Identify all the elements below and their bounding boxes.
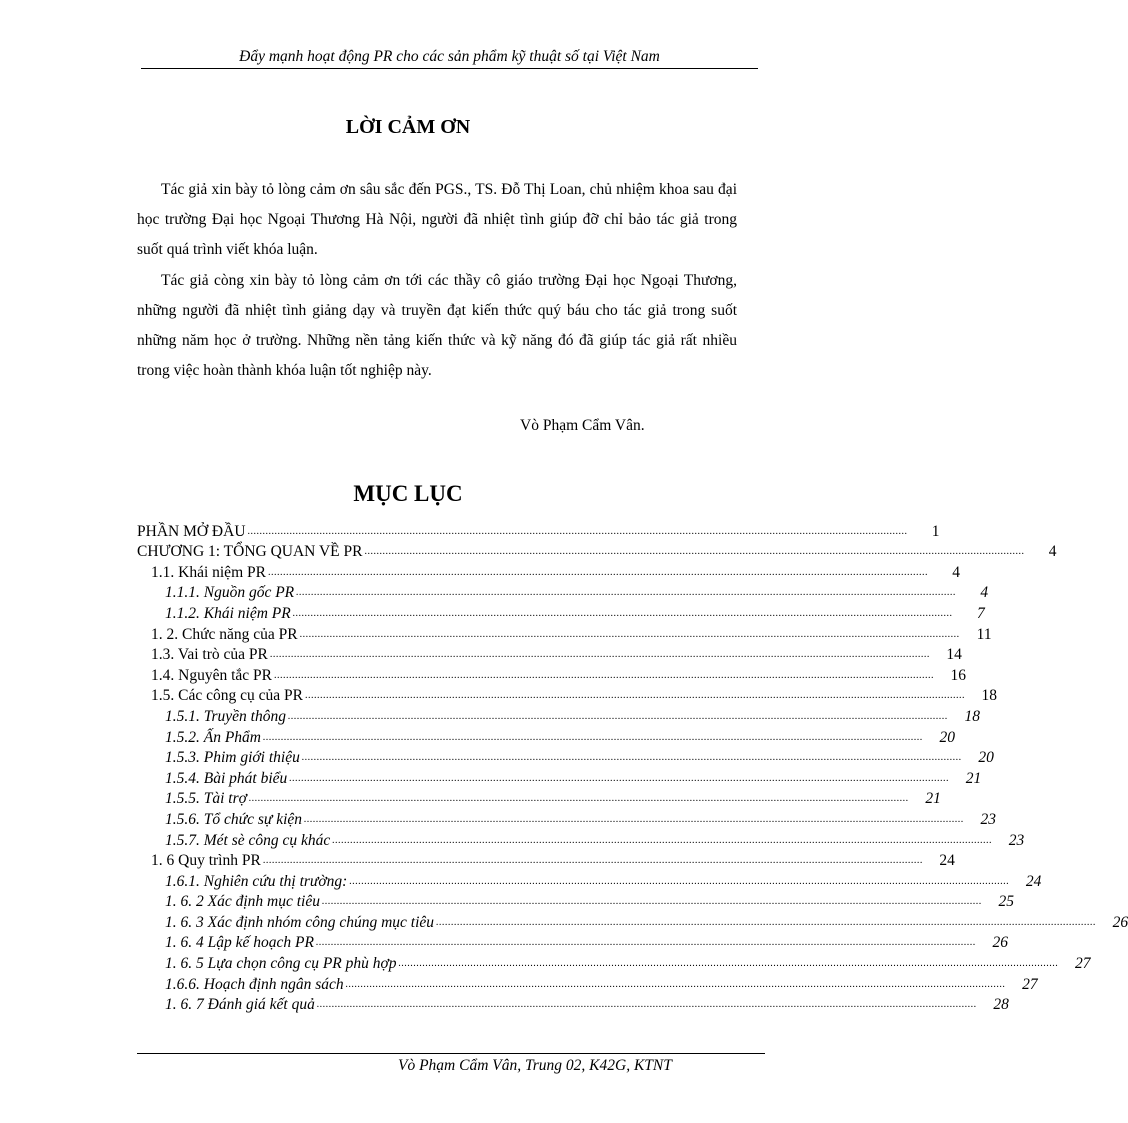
toc-leader-dots: ............................................................................................................................................................................................................................ (247, 525, 908, 537)
toc-entry-page: 20 (978, 749, 994, 767)
toc-entry-label: 1.5. Các công cụ của PR (151, 687, 303, 705)
toc-leader-dots: ............................................................................................................................................................................................................................ (301, 752, 962, 764)
table-of-contents (137, 520, 1128, 1014)
toc-entry[interactable] (137, 623, 992, 644)
toc-entry-page: 24 (939, 852, 955, 870)
toc-entry-page: 23 (980, 810, 997, 828)
toc-entry-label: 1. 6 Quy trình PR (151, 852, 261, 870)
toc-leader-dots: ............................................................................................................................................................................................................................ (267, 566, 928, 578)
toc-entry-label: 1.5.2. Ấn Phẩm (165, 728, 262, 746)
toc-entry-page: 18 (981, 687, 997, 705)
toc-leader-dots: ............................................................................................................................................................................................................................ (292, 607, 953, 619)
toc-entry-page: 27 (1075, 955, 1091, 973)
toc-entry-page: 4 (980, 584, 989, 602)
toc-entry-label: 1.1.1. Nguồn gốc PR (165, 584, 295, 602)
toc-entry-label: 1. 6. 3 Xác định nhóm công chúng mục tiêu (165, 913, 435, 931)
toc-leader-dots: ............................................................................................................................................................................................................................ (273, 669, 934, 681)
toc-entry-label: 1. 6. 7 Đánh giá kết quả (165, 996, 315, 1014)
toc-entry-label: 1.5.6. Tổ chức sự kiện (165, 810, 303, 828)
toc-entry-page: 26 (992, 934, 1008, 952)
toc-entry-page: 14 (946, 646, 962, 664)
toc-leader-dots: ............................................................................................................................................................................................................................ (304, 813, 965, 825)
acknowledgement-paragraph-1: Tác giả xin bày tỏ lòng cảm ơn sâu sắc đến PGS., TS. Đỗ Thị Loan, chủ nhiệm khoa sau đại học trường Đại học Ngoại Thương Hà Nội, người đã nhiệt tình giúp đỡ chỉ bảo tác giả trong suốt quá trình viết khóa luận. (137, 181, 737, 258)
toc-entry-label: 1. 2. Chức năng của PR (151, 625, 298, 643)
toc-entry-label: 1.5.5. Tài trợ (165, 790, 247, 808)
page-header: Đẩy mạnh hoạt động PR cho các sản phẩm kỹ thuật số tại Việt Nam (141, 47, 758, 69)
toc-entry[interactable] (137, 973, 1038, 994)
toc-entry-page: 4 (952, 563, 960, 581)
toc-leader-dots: ............................................................................................................................................................................................................................ (304, 690, 965, 702)
toc-entry-label: 1.6.1. Nghiên cứu thị trường: (165, 872, 348, 890)
toc-entry-page: 21 (965, 769, 982, 787)
toc-entry-page: 26 (1112, 913, 1128, 931)
toc-entry-page: 25 (998, 893, 1014, 911)
toc-entry[interactable] (137, 685, 997, 706)
toc-leader-dots: ............................................................................................................................................................................................................................ (269, 649, 930, 661)
toc-entry[interactable] (137, 747, 994, 768)
footer-divider (137, 1053, 765, 1054)
toc-entry[interactable] (137, 602, 985, 623)
toc-leader-dots: ............................................................................................................................................................................................................................ (332, 834, 993, 846)
toc-leader-dots: ............................................................................................................................................................................................................................ (288, 710, 948, 722)
toc-entry[interactable] (137, 994, 1009, 1015)
toc-entry-page: 11 (976, 625, 992, 643)
toc-entry-page: 18 (964, 707, 980, 725)
toc-entry[interactable] (137, 726, 956, 747)
toc-leader-dots: ............................................................................................................................................................................................................................ (296, 587, 957, 599)
toc-leader-dots: ............................................................................................................................................................................................................................ (436, 916, 1097, 928)
toc-entry[interactable] (137, 870, 1042, 891)
toc-entry[interactable] (137, 932, 1008, 953)
signature: Vò Phạm Cẩm Vân. (520, 417, 645, 434)
page-footer: Vò Phạm Cẩm Vân, Trung 02, K42G, KTNT (398, 1057, 672, 1074)
toc-leader-dots: ............................................................................................................................................................................................................................ (262, 855, 923, 867)
toc-entry-page: 1 (931, 522, 940, 540)
toc-entry[interactable] (137, 664, 966, 685)
toc-entry-label: 1.5.4. Bài phát biểu (165, 769, 288, 787)
toc-entry[interactable] (137, 705, 980, 726)
toc-entry-page: 16 (950, 666, 966, 684)
toc-entry[interactable] (137, 911, 1128, 932)
toc-entry-label: 1.6.6. Hoạch định ngân sách (165, 975, 344, 993)
toc-entry-label: 1.1.2. Khái niệm PR (165, 604, 291, 622)
toc-entry[interactable] (137, 808, 997, 829)
toc-entry[interactable] (137, 561, 960, 582)
toc-entry-label: 1.5.7. Mét sè công cụ khác (165, 831, 331, 849)
toc-entry[interactable] (137, 767, 982, 788)
toc-entry-page: 24 (1025, 872, 1042, 890)
acknowledgement-title: LỜI CẢM ƠN (345, 116, 471, 138)
toc-entry-label: 1. 6. 4 Lập kế hoạch PR (165, 934, 314, 952)
toc-entry[interactable] (137, 788, 941, 809)
toc-entry-page: 21 (925, 790, 941, 808)
toc-leader-dots: ............................................................................................................................................................................................................................ (364, 546, 1025, 558)
toc-leader-dots: ............................................................................................................................................................................................................................ (315, 937, 976, 949)
acknowledgement-paragraph-2: Tác giả còng xin bày tỏ lòng cảm ơn tới các thầy cô giáo trường Đại học Ngoại Thương, những người đã nhiệt tình giảng dạy và truyền đạt kiến thức quý báu cho tác giả trong suốt những năm học ở trường. Những nền tảng kiến thức và kỹ năng đó đã giúp tác giả rất nhiều trong việc hoàn thành khóa luận tốt nghiệp này. (137, 272, 737, 379)
toc-entry-label: 1. 6. 5 Lựa chọn công cụ PR phù hợp (165, 955, 397, 973)
toc-entry-page: 23 (1008, 831, 1025, 849)
toc-entry[interactable] (137, 520, 940, 541)
toc-leader-dots: ............................................................................................................................................................................................................................ (263, 731, 924, 743)
toc-title: MỤC LỤC (353, 481, 463, 506)
toc-leader-dots: ............................................................................................................................................................................................................................ (398, 958, 1059, 970)
toc-entry-label: 1.1. Khái niệm PR (151, 563, 266, 581)
toc-entry-label: 1.5.3. Phim giới thiệu (165, 749, 300, 767)
toc-entry-page: 27 (1022, 975, 1038, 993)
toc-entry-label: PHẦN MỞ ĐẦU (137, 522, 246, 540)
toc-entry[interactable] (137, 952, 1091, 973)
toc-entry[interactable] (137, 644, 962, 665)
toc-entry-page: 28 (993, 996, 1009, 1014)
toc-entry[interactable] (137, 850, 955, 871)
toc-entry[interactable] (137, 829, 1025, 850)
toc-entry-label: 1.3. Vai trò của PR (151, 646, 268, 664)
toc-leader-dots: ............................................................................................................................................................................................................................ (316, 999, 977, 1011)
toc-leader-dots: ............................................................................................................................................................................................................................ (289, 772, 950, 784)
toc-entry-page: 7 (976, 604, 985, 622)
toc-entry[interactable] (137, 582, 989, 603)
toc-entry-label: 1. 6. 2 Xác định mục tiêu (165, 893, 320, 911)
toc-entry-label: 1.4. Nguyên tắc PR (151, 666, 272, 684)
toc-entry-page: 4 (1048, 543, 1057, 561)
toc-leader-dots: ............................................................................................................................................................................................................................ (321, 896, 982, 908)
toc-leader-dots: ............................................................................................................................................................................................................................ (299, 628, 960, 640)
toc-entry[interactable] (137, 891, 1014, 912)
toc-entry[interactable] (137, 541, 1057, 562)
toc-entry-label: 1.5.1. Truyền thông (165, 707, 286, 725)
toc-leader-dots: ............................................................................................................................................................................................................................ (248, 793, 909, 805)
toc-leader-dots: ............................................................................................................................................................................................................................ (345, 978, 1006, 990)
toc-entry-label: CHƯƠNG 1: TỔNG QUAN VỀ PR (137, 543, 363, 561)
toc-leader-dots: ............................................................................................................................................................................................................................ (349, 875, 1010, 887)
toc-entry-page: 20 (939, 728, 956, 746)
